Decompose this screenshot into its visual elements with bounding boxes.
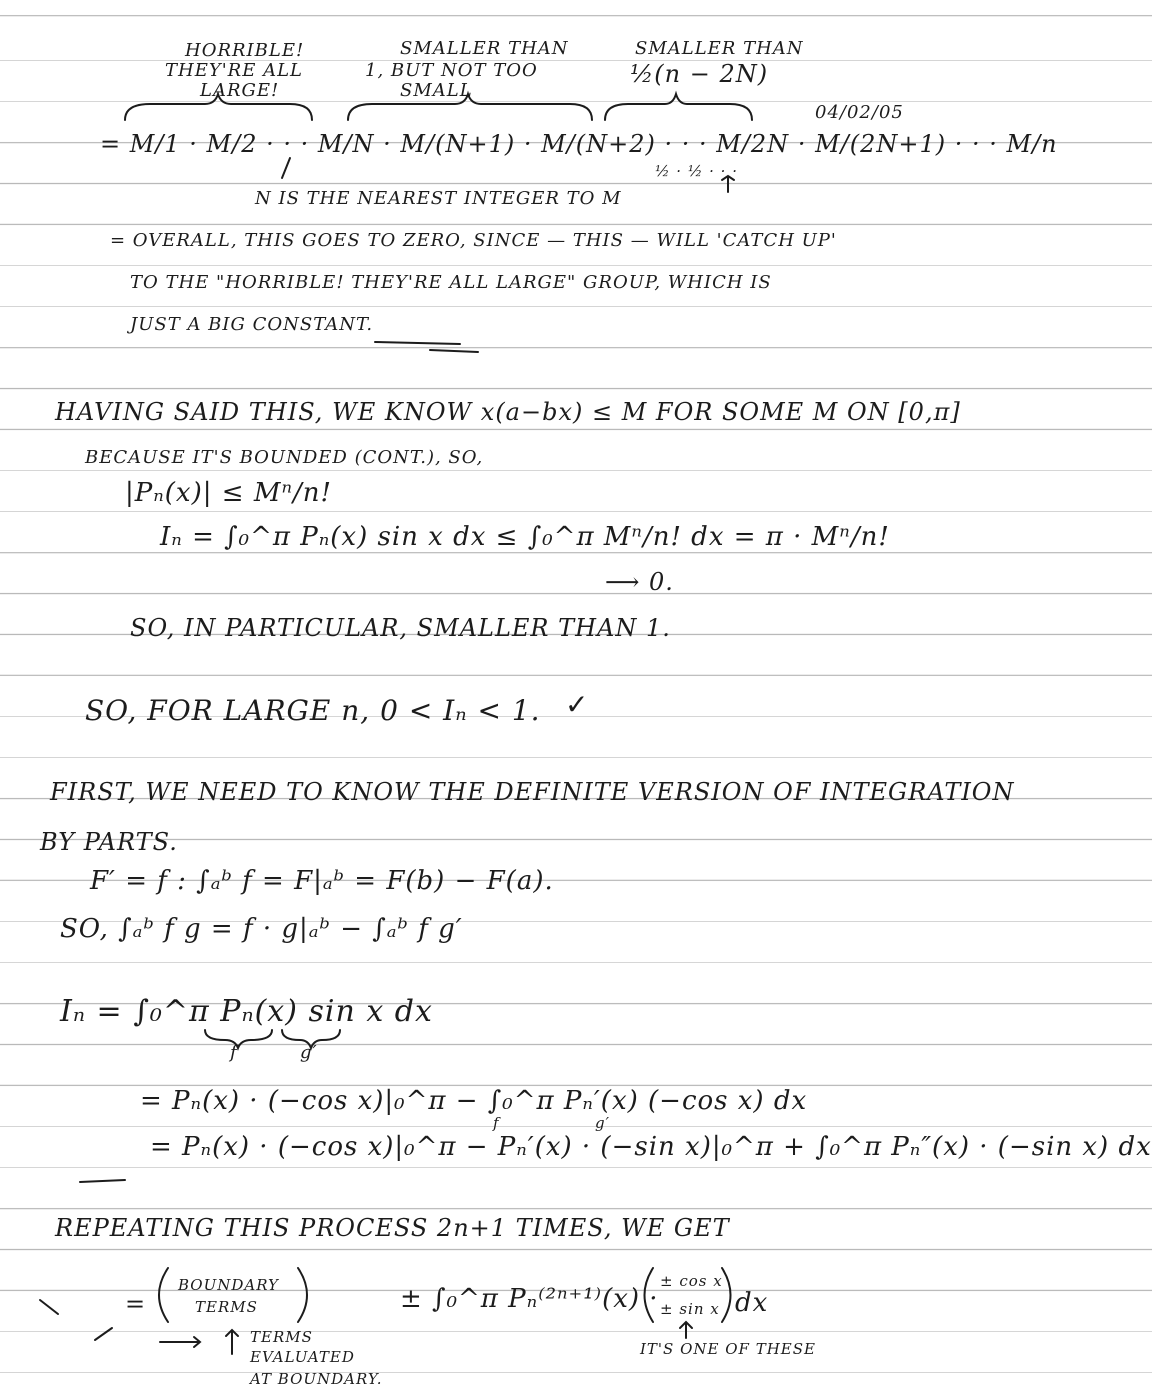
margin-mark-2 [40,1300,58,1314]
label-pm-cos: ± cos x [660,1272,723,1290]
math-In-definition: Iₙ = ∫₀^π Pₙ(x) sin x dx [60,994,433,1029]
note-at-boundary: AT BOUNDARY. [250,1370,383,1388]
text-in-particular: SO, IN PARTICULAR, SMALLER THAN 1. [130,614,671,642]
math-pn-bound: |Pₙ(x)| ≤ Mⁿ/n! [125,478,332,508]
note-overall: = OVERALL, THIS GOES TO ZERO, SINCE — THIS — WILL 'CATCH UP' [110,230,837,251]
paren-left-boundary [159,1268,168,1322]
paren-right-boundary [298,1268,307,1322]
math-dx: dx [735,1288,769,1318]
arrow-pointer-boundary [160,1337,200,1347]
math-limit-arrow: ⟶ 0. [605,568,674,596]
text-repeating-process: REPEATING THIS PROCESS 2n+1 TIMES, WE GET [55,1214,730,1242]
underline-big-constant-2 [430,350,478,352]
label-smaller-than-half: SMALLER THAN [635,38,804,59]
check-mark-icon: ✓ [565,688,589,721]
label-boundary: BOUNDARY [178,1276,279,1294]
date-stamp: 04/02/05 [815,102,904,123]
text-first-definite: FIRST, WE NEED TO KNOW THE DEFINITE VERSION OF INTEGRATION [50,778,1015,806]
paren-right-trig [722,1268,731,1322]
label-pm-sin: ± sin x [660,1300,720,1318]
label-f: f [230,1042,238,1063]
label-smaller-line3: SMALL [400,80,473,101]
brace-smaller-half [605,94,752,120]
arrow-n-note [282,158,290,178]
label-boundary-terms: TERMS [195,1298,258,1316]
text-for-large-n: SO, FOR LARGE n, 0 < Iₙ < 1. [85,694,541,727]
note-one-of-these: IT'S ONE OF THESE [640,1340,816,1358]
note-terms: TERMS [250,1328,313,1346]
math-equals: = [125,1290,147,1318]
arrow-up-trig [680,1322,692,1338]
note-evaluated: EVALUATED [250,1348,355,1366]
underline-big-constant [375,342,460,344]
math-integral-bound: Iₙ = ∫₀^π Pₙ(x) sin x dx ≤ ∫₀^π Mⁿ/n! dx = π · Mⁿ/n! [160,522,890,552]
label-smaller-line2: 1, BUT NOT TOO [365,60,538,81]
math-parts-formula: SO, ∫ₐᵇ f g = f · g|ₐᵇ − ∫ₐᵇ f g′ [60,914,463,944]
math-parts-step2: = Pₙ(x) · (−cos x)|₀^π − Pₙ′(x) · (−sin x)|₀^π + ∫₀^π Pₙ″(x) · (−sin x) dx [150,1132,1152,1162]
note-overall-line3: JUST A BIG CONSTANT. [130,314,374,335]
margin-mark-3 [80,1180,125,1182]
label-horrible-line2: THEY'RE ALL [165,60,303,81]
label-horrible: HORRIBLE! [185,40,305,61]
math-parts-step1: = Pₙ(x) · (−cos x)|₀^π − ∫₀^π Pₙ′(x) (−cos x) dx [140,1086,808,1116]
label-g-prime: g′ [300,1042,318,1063]
label-step1-f: f [493,1114,500,1132]
label-smaller-than-one: SMALLER THAN [400,38,569,59]
note-nearest-integer: N IS THE NEAREST INTEGER TO M [255,188,622,209]
text-because-bounded: BECAUSE IT'S BOUNDED (CONT.), SO, [85,447,484,468]
math-ftc: F′ = f : ∫ₐᵇ f = F|ₐᵇ = F(b) − F(a). [90,866,554,896]
text-having-said: HAVING SAID THIS, WE KNOW x(a−bx) ≤ M FOR SOME M ON [0,π] [55,398,961,426]
arrow-up-boundary [226,1330,238,1354]
underbrace-f [205,1030,272,1048]
label-step1-g: g′ [595,1114,611,1132]
math-remainder-integral: ± ∫₀^π Pₙ⁽²ⁿ⁺¹⁾(x) · [400,1284,659,1314]
label-horrible-line3: LARGE! [200,80,280,101]
half-note: ½ · ½ · · · [655,162,738,180]
note-overall-line2: TO THE "HORRIBLE! THEY'RE ALL LARGE" GROUP, WHICH IS [130,272,772,293]
margin-mark-1 [95,1328,112,1340]
text-by-parts: BY PARTS. [40,828,178,856]
label-half-expression: ½(n − 2N) [630,60,769,88]
product-expression: = M/1 · M/2 · · · M/N · M/(N+1) · M/(N+2) · · · M/2N · M/(2N+1) · · · M/n [100,130,1058,158]
